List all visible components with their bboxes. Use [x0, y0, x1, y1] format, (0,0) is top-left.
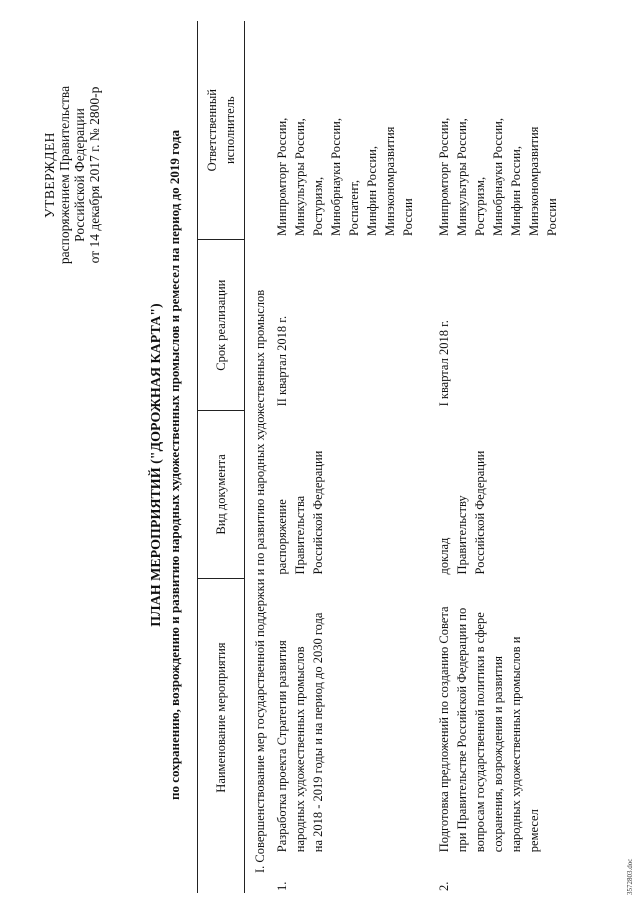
header-executor: Ответственный исполнитель: [198, 21, 245, 240]
row-number: 2.: [437, 881, 451, 891]
document-heading: [148, 85, 184, 845]
header-name: Наименование мероприятия: [198, 578, 245, 856]
approval-block: [42, 25, 102, 325]
row-name: Подготовка предложений по созданию Совета при Правительстве Российской Федерации по вопросам государственной политики в сфере сохранения, возрождения и развития народных художественных промыслов и ремесел: [437, 606, 541, 853]
plan-table: [197, 21, 561, 893]
approval-line-3: от 14 декабря 2017 г. № 2800-р: [87, 86, 102, 264]
row-spacer: [417, 21, 435, 893]
row-executor: Минпромторг России, Минкультуры России, Ростуризм, Минобрнауки России, Роспатент, Минфин России, Минэкономразвития России: [275, 117, 415, 236]
row-doc-type: доклад Правительству Российской Федерации: [437, 450, 487, 575]
table-row: [435, 21, 561, 893]
row-term: I квартал 2018 г.: [437, 320, 451, 407]
document-code: 3572803.doc: [626, 858, 634, 895]
heading-title: ПЛАН МЕРОПРИЯТИЙ ("ДОРОЖНАЯ КАРТА"): [149, 303, 164, 627]
header-doc-type: Вид документа: [198, 410, 245, 578]
row-doc-type: распоряжение Правительства Российской Федерации: [275, 450, 325, 575]
row-executor: Минпромторг России, Минкультуры России, Ростуризм, Минобрнауки России, Минфин России, Минэкономразвития России: [437, 117, 559, 236]
row-term: II квартал 2018 г.: [275, 315, 289, 407]
section-row: [245, 21, 274, 893]
header-number: [198, 856, 245, 893]
table-header-row: [198, 21, 245, 893]
table-row: [273, 21, 417, 893]
heading-subtitle: по сохранению, возрождению и развитию народных художественных промыслов и ремесел на период до 2019 года: [167, 130, 182, 800]
approval-title: УТВЕРЖДЕН: [42, 132, 57, 218]
approval-line-2: Российской Федерации: [72, 108, 87, 242]
approval-line-1: распоряжением Правительства: [57, 85, 72, 265]
section-title: I. Совершенствование мер государственной поддержки и по развитию народных художественных промыслов: [253, 289, 267, 873]
row-number: 1.: [275, 881, 289, 891]
row-name: Разработка проекта Стратегии развития народных художественных промыслов на 2018 - 2019 годы и на период до 2030 года: [275, 612, 325, 853]
header-term: Срок реализации: [198, 240, 245, 410]
